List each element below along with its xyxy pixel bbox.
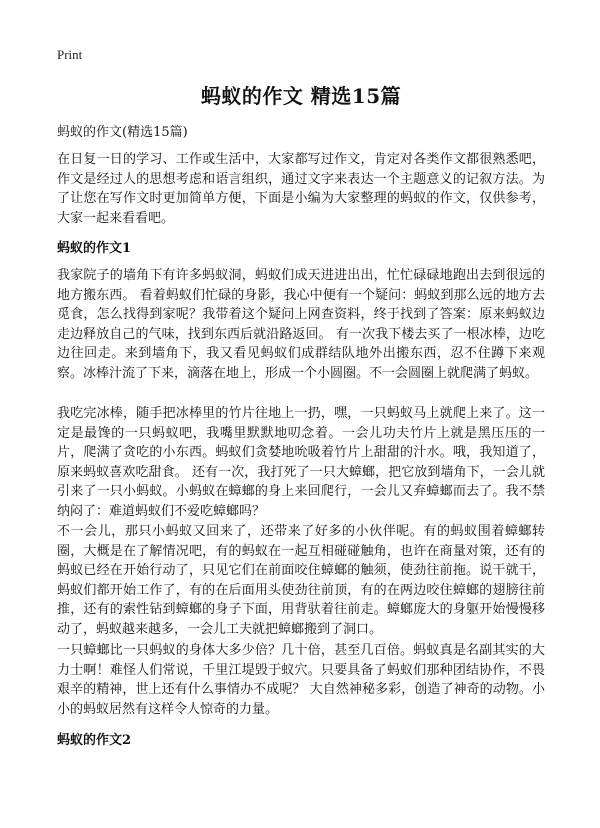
section-heading-1: 蚂蚁的作文1 (57, 241, 132, 256)
section-1-paragraph-3: 不一会儿，那只小蚂蚁又回来了，还带来了好多的小伙伴呢。有的蚂蚁围着蟑螂转圈，大概是在了解情况吧，有的蚂蚁在一起互相碰碰触角，也许在商量对策，还有的蚂蚁已经在开始行动了，只见它们在前面咬住蟑螂的触须，使劲往前拖。说干就干，蚂蚁们都开始工作了，有的在后面用头使劲往前顶，有的在两边咬住蟑螂的翅膀往前推，还有的索性钻到蟑螂的身子下面，用背驮着往前走。蟑螂庞大的身躯开始慢慢移动了，蚂蚁越来越多，一会儿工夫就把蟑螂搬到了洞口。 (57, 524, 545, 637)
print-link[interactable]: Print (57, 47, 83, 62)
section-1-paragraph-2: 我吃完冰棒，随手把冰棒里的竹片往地上一扔，嘿，一只蚂蚁马上就爬上来了。这一定是最馋的一只蚂蚁吧，我嘴里默默地叨念着。一会儿功夫竹片上就是黑压压的一片，爬满了贪吃的小东西。蚂蚁们贪婪地吮吸着竹片上甜甜的汁水。哦，我知道了，原来蚂蚁喜欢吃甜食。 还有一次，我打死了一只大蟑螂，把它放到墙角下，一会儿就引来了一只小蚂蚁。小蚂蚁在蟑螂的身上来回爬行，一会儿又弃蟑螂而去了。我不禁纳闷了：难道蚂蚁们不爱吃蟑螂吗？ (57, 406, 545, 519)
section-1-paragraph-1: 我家院子的墙角下有许多蚂蚁洞，蚂蚁们成天进进出出，忙忙碌碌地跑出去到很远的地方搬东西。 看着蚂蚁们忙碌的身影，我心中便有一个疑问：蚂蚁到那么远的地方去觅食，怎么找得到家呢？我带着这个疑问上网查资料，终于找到了答案：原来蚂蚁边走边释放自己的气味，找到东西后就沿路返回。 有一次我下楼去买了一根冰棒，边吃边往回走。来到墙角下，我又看见蚂蚁们成群结队地外出搬东西，忍不住蹲下来观察。冰棒汁流了下来，滴落在地上，形成一个小圆圈。不一会圆圈上就爬满了蚂蚁。 (57, 268, 545, 381)
section-heading-2: 蚂蚁的作文2 (57, 733, 132, 748)
document-subtitle: 蚂蚁的作文(精选15篇) (57, 125, 188, 140)
intro-paragraph: 在日复一日的学习、工作或生活中，大家都写过作文，肯定对各类作文都很熟悉吧，作文是经过人的思想考虑和语言组织，通过文字来表达一个主题意义的记叙方法。为了让您在写作文时更加简单方便，下面是小编为大家整理的蚂蚁的作文，仅供参考，大家一起来看看吧。 (57, 152, 545, 226)
section-1-paragraph-4: 一只蟑螂比一只蚂蚁的身体大多少倍？几十倍，甚至几百倍。蚂蚁真是名副其实的大力士啊！难怪人们常说，千里江堤毁于蚁穴。只要具备了蚂蚁们那种团结协作，不畏艰辛的精神，世上还有什么事情办不成呢？ 大自然神秘多彩，创造了神奇的动物。小小的蚂蚁居然有这样令人惊奇的力量。 (57, 643, 545, 717)
page-title: 蚂蚁的作文 精选15篇 (200, 84, 402, 108)
